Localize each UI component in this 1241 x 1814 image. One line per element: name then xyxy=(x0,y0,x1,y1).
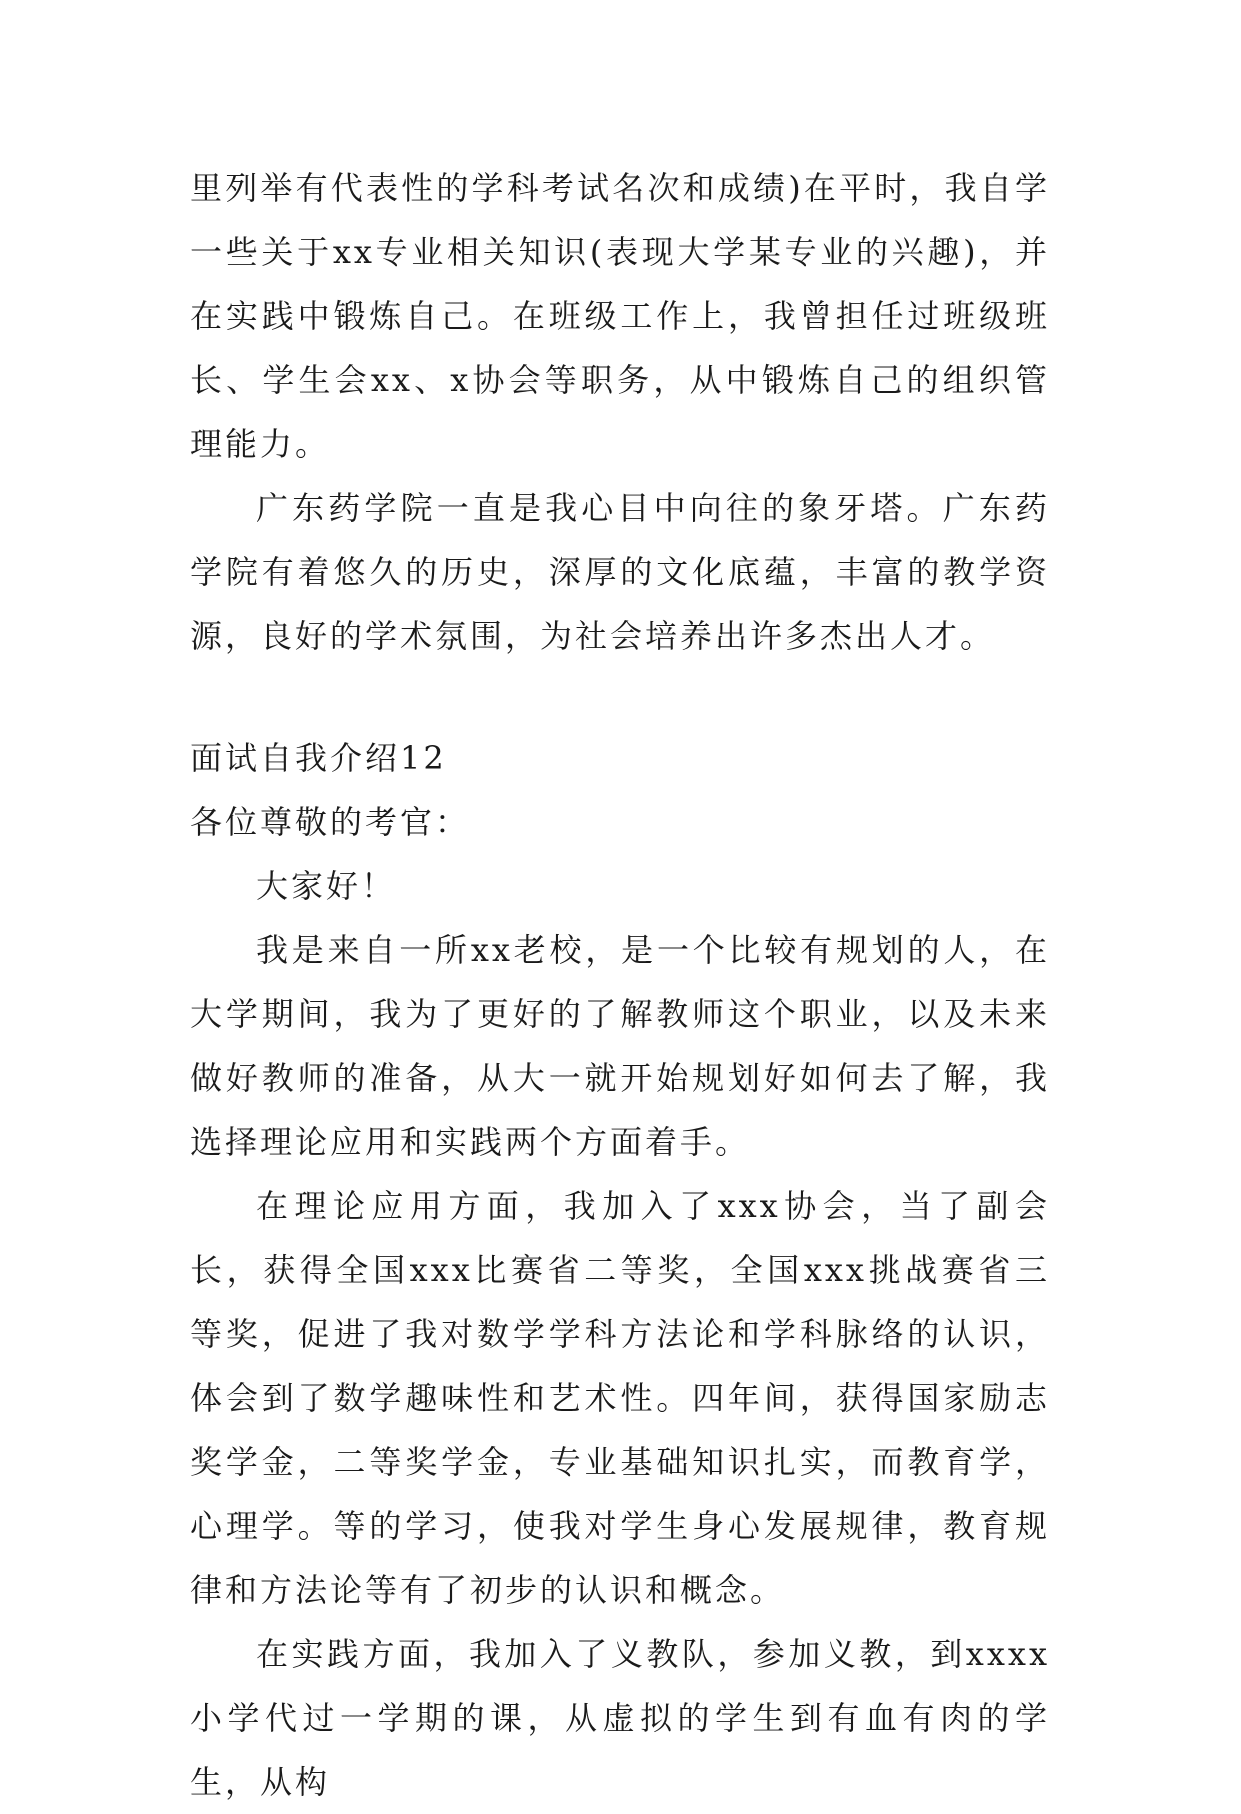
intro-paragraph: 广东药学院一直是我心目中向往的象牙塔。广东药学院有着悠久的历史，深厚的文化底蕴，丰富的教学资源，良好的学术氛围，为社会培养出许多杰出人才。 xyxy=(190,489,1050,655)
document-body xyxy=(190,156,1050,1814)
greeting: 大家好！ xyxy=(256,867,397,905)
body-paragraph: 我是来自一所xx老校，是一个比较有规划的人，在大学期间，我为了更好的了解教师这个职业，以及未来做好教师的准备，从大一就开始规划好如何去了解，我选择理论应用和实践两个方面着手。 xyxy=(190,931,1050,1161)
body-paragraph: 在实践方面，我加入了义教队，参加义教，到xxxx小学代过一学期的课，从虚拟的学生到有血有肉的学生，从构 xyxy=(190,1635,1050,1801)
salutation: 各位尊敬的考官： xyxy=(190,803,471,841)
section-title: 面试自我介绍12 xyxy=(190,739,447,777)
section-spacer xyxy=(190,668,1050,726)
continuation-paragraph: 里列举有代表性的学科考试名次和成绩)在平时，我自学一些关于xx专业相关知识(表现大学某专业的兴趣)，并在实践中锻炼自己。在班级工作上，我曾担任过班级班长、学生会xx、x协会等职务，从中锻炼自己的组织管理能力。 xyxy=(190,169,1050,463)
body-paragraph: 在理论应用方面，我加入了xxx协会，当了副会长，获得全国xxx比赛省二等奖，全国xxx挑战赛省三等奖，促进了我对数学学科方法论和学科脉络的认识，体会到了数学趣味性和艺术性。四年间，获得国家励志奖学金，二等奖学金，专业基础知识扎实，而教育学，心理学。等的学习，使我对学生身心发展规律，教育规律和方法论等有了初步的认识和概念。 xyxy=(190,1187,1050,1609)
